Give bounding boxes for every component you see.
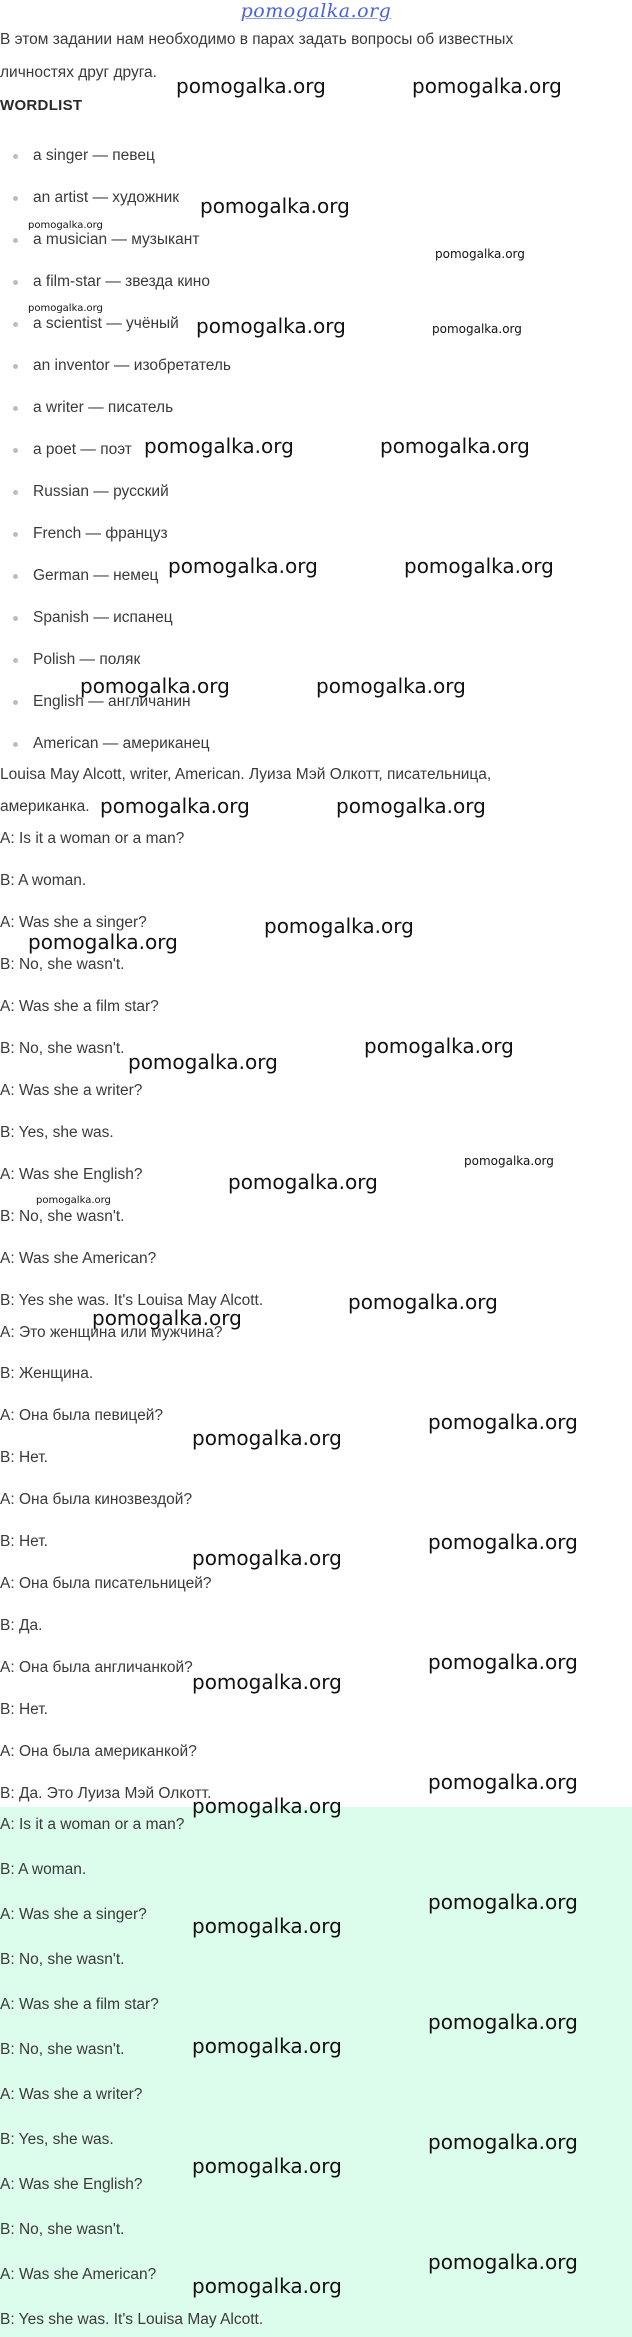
dialogue-line: A: Was she American?: [0, 2266, 157, 2283]
watermark: pomogalka.org: [192, 1426, 342, 1450]
watermark: pomogalka.org: [192, 2034, 342, 2058]
watermark: pomogalka.org: [192, 1546, 342, 1570]
dialogue-line: B: No, she wasn't.: [0, 1951, 125, 1968]
watermark: pomogalka.org: [168, 554, 318, 578]
watermark: pomogalka.org: [36, 1195, 111, 1206]
watermark: pomogalka.org: [380, 434, 530, 458]
watermark: pomogalka.org: [192, 1914, 342, 1938]
wordlist-item: a film-star — звезда кино: [33, 273, 210, 290]
watermark: pomogalka.org: [428, 2010, 578, 2034]
watermark: pomogalka.org: [428, 2250, 578, 2274]
bullet-icon: [13, 490, 18, 495]
intro-line-2: личностях друг друга.: [0, 64, 157, 81]
dialogue-line: А: Она была американкой?: [0, 1743, 197, 1760]
watermark: pomogalka.org: [464, 1154, 554, 1168]
bullet-icon: [13, 364, 18, 369]
watermark: pomogalka.org: [404, 554, 554, 578]
dialogue-line: A: Was she a singer?: [0, 914, 147, 931]
dialogue-line: В: Нет.: [0, 1701, 48, 1718]
dialogue-line: А: Она была кинозвездой?: [0, 1491, 193, 1508]
bullet-icon: [13, 406, 18, 411]
bullet-icon: [13, 742, 18, 747]
watermark: pomogalka.org: [428, 2130, 578, 2154]
dialogue-line: A: Was she a film star?: [0, 998, 159, 1015]
watermark: pomogalka.org: [228, 1170, 378, 1194]
watermark: pomogalka.org: [264, 914, 414, 938]
wordlist-item: an artist — художник: [33, 189, 180, 206]
wordlist-item: a scientist — учёный: [33, 315, 179, 332]
watermark: pomogalka.org: [428, 1890, 578, 1914]
dialogue-line: A: Was she a film star?: [0, 1996, 159, 2013]
dialogue-line: А: Это женщина или мужчина?: [0, 1324, 223, 1341]
dialogue-line: B: A woman.: [0, 872, 87, 889]
dialogue-line: B: No, she wasn't.: [0, 2041, 125, 2058]
dialogue-line: В: Да.: [0, 1617, 43, 1634]
watermark: pomogalka.org: [364, 1034, 514, 1058]
watermark: pomogalka.org: [336, 794, 486, 818]
bullet-icon: [13, 448, 18, 453]
dialogue-line: B: Yes, she was.: [0, 2131, 114, 2148]
dialogue-line: A: Was she a writer?: [0, 2086, 143, 2103]
dialogue-line: B: A woman.: [0, 1861, 87, 1878]
dialogue-line: A: Was she a singer?: [0, 1906, 147, 1923]
watermark: pomogalka.org: [100, 794, 250, 818]
watermark: pomogalka.org: [192, 2154, 342, 2178]
dialogue-line: B: Yes, she was.: [0, 1124, 114, 1141]
dialogue-line: A: Was she English?: [0, 2176, 143, 2193]
person-line-2: американка.: [0, 798, 90, 815]
wordlist-item: a poet — поэт: [33, 441, 132, 458]
site-logo[interactable]: pomogalka.org: [240, 0, 392, 22]
bullet-icon: [13, 154, 18, 159]
intro-line-1: В этом задании нам необходимо в парах задать вопросы об известных: [0, 31, 514, 48]
watermark: pomogalka.org: [176, 74, 326, 98]
bullet-icon: [13, 196, 18, 201]
dialogue-line: B: No, she wasn't.: [0, 1208, 125, 1225]
wordlist-item: a writer — писатель: [33, 399, 174, 416]
watermark: pomogalka.org: [428, 1530, 578, 1554]
watermark: pomogalka.org: [28, 220, 103, 231]
wordlist-item: French — француз: [33, 525, 168, 542]
dialogue-line: В: Нет.: [0, 1533, 48, 1550]
watermark: pomogalka.org: [192, 2274, 342, 2298]
dialogue-line: A: Is it a woman or a man?: [0, 1816, 185, 1833]
dialogue-line: B: Yes she was. It's Louisa May Alcott.: [0, 2311, 264, 2328]
watermark: pomogalka.org: [428, 1650, 578, 1674]
dialogue-line: В: Нет.: [0, 1449, 48, 1466]
wordlist-item: a singer — певец: [33, 147, 155, 164]
dialogue-line: B: No, she wasn't.: [0, 2221, 125, 2238]
dialogue-line: A: Is it a woman or a man?: [0, 830, 185, 847]
wordlist-item: American — американец: [33, 735, 210, 752]
dialogue-line: А: Она была англичанкой?: [0, 1659, 193, 1676]
watermark: pomogalka.org: [435, 247, 525, 261]
dialogue-line: А: Она была писательницей?: [0, 1575, 212, 1592]
watermark: pomogalka.org: [92, 1306, 242, 1330]
watermark: pomogalka.org: [196, 314, 346, 338]
wordlist-item: Russian — русский: [33, 483, 169, 500]
watermark: pomogalka.org: [192, 1670, 342, 1694]
watermark: pomogalka.org: [432, 322, 522, 336]
wordlist-item: an inventor — изобретатель: [33, 357, 231, 374]
bullet-icon: [13, 532, 18, 537]
watermark: pomogalka.org: [80, 674, 230, 698]
wordlist-item: English — англичанин: [33, 693, 191, 710]
wordlist-heading: WORDLIST: [0, 97, 83, 114]
dialogue-line: B: No, she wasn't.: [0, 956, 125, 973]
watermark: pomogalka.org: [192, 1794, 342, 1818]
dialogue-line: В: Женщина.: [0, 1365, 94, 1382]
bullet-icon: [13, 280, 18, 285]
watermark: pomogalka.org: [28, 303, 103, 314]
wordlist-item: Polish — поляк: [33, 651, 141, 668]
watermark: pomogalka.org: [144, 434, 294, 458]
bullet-icon: [13, 658, 18, 663]
watermark: pomogalka.org: [316, 674, 466, 698]
bullet-icon: [13, 616, 18, 621]
watermark: pomogalka.org: [28, 930, 178, 954]
wordlist-item: German — немец: [33, 567, 159, 584]
dialogue-line: А: Она была певицей?: [0, 1407, 163, 1424]
bullet-icon: [13, 700, 18, 705]
watermark: pomogalka.org: [128, 1050, 278, 1074]
wordlist-item: a musician — музыкант: [33, 231, 200, 248]
watermark: pomogalka.org: [428, 1770, 578, 1794]
watermark: pomogalka.org: [200, 194, 350, 218]
dialogue-line: A: Was she American?: [0, 1250, 157, 1267]
person-line-1: Louisa May Alcott, writer, American. Луиза Мэй Олкотт, писательница,: [0, 766, 492, 783]
dialogue-line: B: Yes she was. It's Louisa May Alcott.: [0, 1292, 264, 1309]
bullet-icon: [13, 574, 18, 579]
watermark: pomogalka.org: [428, 1410, 578, 1434]
dialogue-line: В: Да. Это Луиза Мэй Олкотт.: [0, 1785, 212, 1802]
watermark: pomogalka.org: [412, 74, 562, 98]
dialogue-line: A: Was she English?: [0, 1166, 143, 1183]
dialogue-line: A: Was she a writer?: [0, 1082, 143, 1099]
bullet-icon: [13, 238, 18, 243]
wordlist-item: Spanish — испанец: [33, 609, 173, 626]
watermark: pomogalka.org: [348, 1290, 498, 1314]
bullet-icon: [13, 322, 18, 327]
dialogue-line: B: No, she wasn't.: [0, 1040, 125, 1057]
